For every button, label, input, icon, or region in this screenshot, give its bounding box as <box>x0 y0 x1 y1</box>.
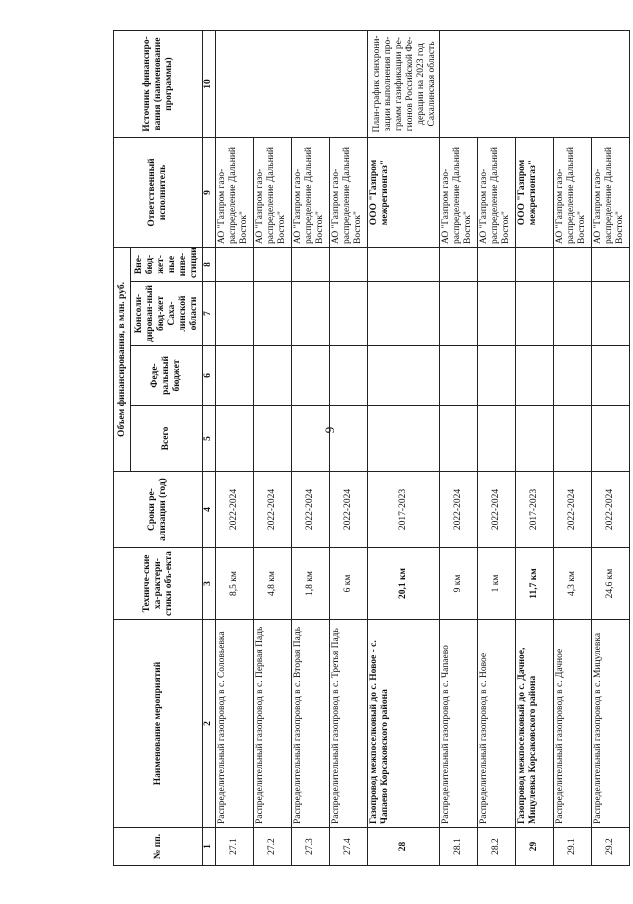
row-regional <box>478 282 516 346</box>
row-tech: 20,1 км <box>368 548 440 620</box>
row-name: Газопровод межпоселковый до с. Новое - с. Чапаево Корсаковского района <box>368 620 440 828</box>
table-row <box>216 30 254 865</box>
row-term: 2022-2024 <box>440 472 478 548</box>
row-federal <box>330 346 368 406</box>
row-tech: 4,8 км <box>254 548 292 620</box>
row-executor: АО "Газпром газо-распределение Дальний Восток" <box>554 137 592 247</box>
row-federal <box>592 346 630 406</box>
row-extra <box>478 247 516 281</box>
row-name: Распределительный газопровод в с. Соловьевка <box>216 620 254 828</box>
header-total: Всего <box>131 406 203 472</box>
row-name: Распределительный газопровод в с. Третья Падь <box>330 620 368 828</box>
col-number: 1 <box>203 828 216 866</box>
row-extra <box>440 247 478 281</box>
row-name: Распределительный газопровод в с. Новое <box>478 620 516 828</box>
col-number: 4 <box>203 472 216 548</box>
table-row <box>330 30 368 865</box>
row-regional <box>554 282 592 346</box>
header-term: Сроки ре-ализации (год) <box>114 472 203 548</box>
row-total <box>440 406 478 472</box>
row-total <box>292 406 330 472</box>
row-name: Газопровод межпоселковый до с. Дачное, Мицулевка Корсаковского района <box>516 620 554 828</box>
table-row <box>478 30 516 865</box>
row-term: 2017-2023 <box>516 472 554 548</box>
row-total <box>516 406 554 472</box>
table-row <box>292 30 330 865</box>
row-num: 29.2 <box>592 828 630 866</box>
row-executor: ООО "Газпром межрегионгаз" <box>368 137 440 247</box>
table-row <box>554 30 592 865</box>
rotated-table-container <box>113 31 633 866</box>
row-term: 2022-2024 <box>592 472 630 548</box>
row-regional <box>440 282 478 346</box>
row-tech: 9 км <box>440 548 478 620</box>
row-tech: 24,6 км <box>592 548 630 620</box>
column-numbers-row <box>203 30 216 865</box>
table-row <box>254 30 292 865</box>
row-regional <box>292 282 330 346</box>
row-federal <box>516 346 554 406</box>
header-regional: Консоли-дирован-ный бюд-жет Саха-линской области <box>131 282 203 346</box>
row-name: Распределительный газопровод в с. Мицулевка <box>592 620 630 828</box>
page-number: 9 <box>322 426 337 434</box>
row-num: 27.2 <box>254 828 292 866</box>
row-regional <box>368 282 440 346</box>
row-federal <box>554 346 592 406</box>
row-executor: АО "Газпром газо-распределение Дальний Восток" <box>254 137 292 247</box>
header-name: Наименование мероприятий <box>114 620 203 828</box>
row-total <box>368 406 440 472</box>
row-name: Распределительный газопровод в с. Чапаево <box>440 620 478 828</box>
row-extra <box>516 247 554 281</box>
header-num: № пп. <box>114 828 203 866</box>
row-executor: АО "Газпром газо-распределение Дальний Восток" <box>216 137 254 247</box>
row-num: 28.1 <box>440 828 478 866</box>
row-num: 27.3 <box>292 828 330 866</box>
row-regional <box>516 282 554 346</box>
col-number: 7 <box>203 282 216 346</box>
col-number: 2 <box>203 620 216 828</box>
header-tech: Техниче-ские ха-рактери-стики объ-екта <box>114 548 203 620</box>
row-executor: АО "Газпром газо-распределение Дальний Восток" <box>292 137 330 247</box>
header-executor: Ответственный исполнитель <box>114 137 203 247</box>
row-num: 27.1 <box>216 828 254 866</box>
row-tech: 8,5 км <box>216 548 254 620</box>
row-regional <box>592 282 630 346</box>
row-term: 2022-2024 <box>292 472 330 548</box>
row-total <box>254 406 292 472</box>
row-regional <box>216 282 254 346</box>
row-federal <box>440 346 478 406</box>
header-extra: Вне-бюд-жет-ные инве-стиции <box>131 247 203 281</box>
row-extra <box>254 247 292 281</box>
financing-table <box>113 30 630 866</box>
row-tech: 4,3 км <box>554 548 592 620</box>
table-row <box>440 30 478 865</box>
row-federal <box>478 346 516 406</box>
row-executor: АО "Газпром газо-распределение Дальний Восток" <box>592 137 630 247</box>
row-num: 27.4 <box>330 828 368 866</box>
row-extra <box>368 247 440 281</box>
row-term: 2022-2024 <box>478 472 516 548</box>
row-extra <box>292 247 330 281</box>
row-num: 28.2 <box>478 828 516 866</box>
row-extra <box>330 247 368 281</box>
row-total <box>478 406 516 472</box>
row-term: 2022-2024 <box>254 472 292 548</box>
row-term: 2022-2024 <box>330 472 368 548</box>
row-name: Распределительный газопровод в с. Вторая Падь <box>292 620 330 828</box>
source-cell-empty <box>440 30 630 137</box>
col-number: 8 <box>203 247 216 281</box>
row-regional <box>254 282 292 346</box>
row-federal <box>368 346 440 406</box>
row-total <box>216 406 254 472</box>
col-number: 3 <box>203 548 216 620</box>
header-federal: Феде-ральный бюджет <box>131 346 203 406</box>
row-num: 28 <box>368 828 440 866</box>
header-source: Источник финансиро-вания (наименование программы) <box>114 30 203 137</box>
table-row <box>368 30 440 865</box>
row-tech: 1 км <box>478 548 516 620</box>
row-tech: 6 км <box>330 548 368 620</box>
source-cell: План-график синхрони-зации выполнения про-грамм газификации ре-гионов Российской Фе-дерации на 2023 год Сахалинская область <box>368 30 440 137</box>
row-tech: 11,7 км <box>516 548 554 620</box>
row-regional <box>330 282 368 346</box>
row-num: 29.1 <box>554 828 592 866</box>
row-extra <box>554 247 592 281</box>
row-term: 2022-2024 <box>554 472 592 548</box>
row-executor: АО "Газпром газо-распределение Дальний Восток" <box>478 137 516 247</box>
col-number: 10 <box>203 30 216 137</box>
col-number: 6 <box>203 346 216 406</box>
col-number: 9 <box>203 137 216 247</box>
row-term: 2022-2024 <box>216 472 254 548</box>
row-name: Распределительный газопровод в с. Первая Падь <box>254 620 292 828</box>
row-total <box>330 406 368 472</box>
row-extra <box>592 247 630 281</box>
row-executor: АО "Газпром газо-распределение Дальний Восток" <box>330 137 368 247</box>
row-total <box>592 406 630 472</box>
row-executor: ООО "Газпром межрегионгаз" <box>516 137 554 247</box>
row-tech: 1,8 км <box>292 548 330 620</box>
header-finance: Объем финансирования, в млн. руб. <box>114 247 131 471</box>
row-extra <box>216 247 254 281</box>
row-num: 29 <box>516 828 554 866</box>
table-row <box>516 30 554 865</box>
row-federal <box>292 346 330 406</box>
row-name: Распределительный газопровод в с. Дачное <box>554 620 592 828</box>
row-total <box>554 406 592 472</box>
row-executor: АО "Газпром газо-распределение Дальний Восток" <box>440 137 478 247</box>
col-number: 5 <box>203 406 216 472</box>
row-term: 2017-2023 <box>368 472 440 548</box>
row-federal <box>216 346 254 406</box>
source-cell-empty <box>216 30 368 137</box>
row-federal <box>254 346 292 406</box>
table-row <box>592 30 630 865</box>
